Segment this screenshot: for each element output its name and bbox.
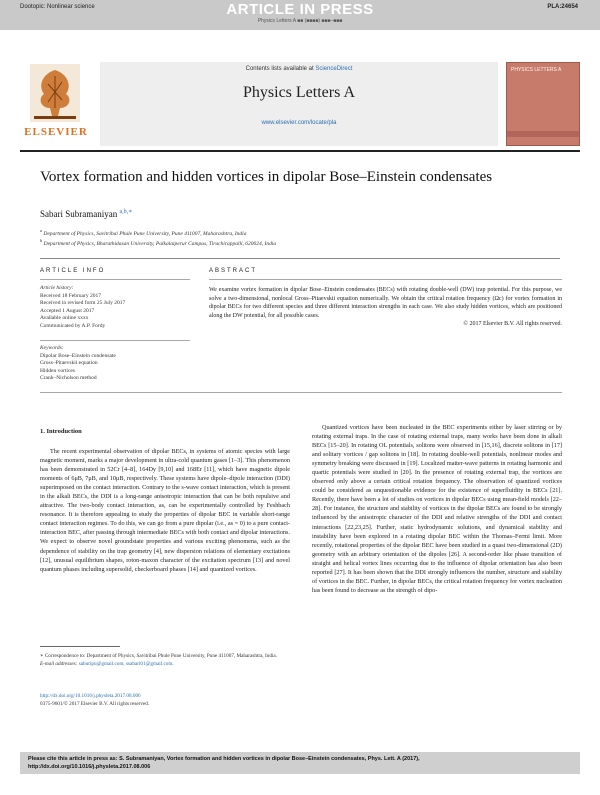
doi-block: [40, 692, 290, 708]
author-marks-link[interactable]: a,b,∗: [119, 209, 133, 215]
issn-line: 0375-9601/© 2017 Elsevier B.V. All rights reserved.: [40, 701, 150, 707]
journal-url-link[interactable]: www.elsevier.com/locate/pla: [261, 120, 337, 126]
article-info-rule: [40, 279, 190, 280]
affiliation-text: Department of Physics, Bharathidasan University, Palkalaiperur Campus, Tiruchirappalli, 620024, India: [43, 240, 277, 247]
history-item: Received 18 February 2017: [40, 292, 101, 299]
abstract-text: We examine vortex formation in dipolar Bose–Einstein condensates (BECs) with rotating double-well (DW) trap potential. For this purpose, we solve a two-dimensional, nonlocal Gross–Pitaevskii equation numerically. We obtain the critical rotation frequency (Ωc) for vortex formation in dipolar BECs for two different species and three different interaction strengths in each case. We also study hidden vortices, which are positioned along the DW potential, for all possible cases.: [209, 287, 562, 319]
affiliation-a: [40, 228, 246, 237]
cite-this-article-bar: [20, 752, 580, 774]
article-info-heading: ARTICLE INFO: [40, 268, 106, 274]
intro-paragraph: The recent experimental observation of dipolar BECs, in systems of atomic species with large magnetic moment, marks a major development in ultra-cold quantum gases [1–3]. This phenomenon has been demonstrated in 52Cr [4–8], 164Dy [9,10] and 168Er [11], which have magnetic dipole moments of 6μB, 7μB, and 10μB, respectively. These systems have dipole–dipole interaction (DDI) superimposed on the contact interaction. Contrary to the s-wave contact interaction, which is present in the alkali BECs, the DDI is a long-range anisotropic interaction that can be both repulsive and attractive. The two-body contact interaction, as, can be experimentally controlled by Feshbach resonance. It is therefore appealing to study the properties of dipolar BEC in variable short-range contact interaction regimes. To do this, we can go from a pure dipolar (i.e., as = 0) to a pure contact-interaction BEC, after passing through intermediate BECs with both contact and dipolar interactions. We expect to observe novel groundstate properties and various exciting phenomena, such as the dependence of stability on the trap geometry [4], new dispersion relations of elementary excitations [12], unusual equilibrium shapes, roton-maxon character of the excitation spectrum [13] and novel quantum phases including supersolid, checkerboard phases [14] and quantized vortices.: [40, 448, 290, 573]
journal-name: Physics Letters A: [243, 84, 355, 101]
keywords: [40, 345, 116, 383]
topic-label: Dootopic: Nonlinear science: [20, 4, 95, 10]
history-item: Communicated by A.P. Fordy: [40, 322, 106, 329]
history-item: Available online xxxx: [40, 315, 89, 322]
cover-title: PHYSICS LETTERS A: [511, 67, 562, 73]
cover-band: [507, 131, 579, 137]
history-heading: Article history:: [40, 285, 74, 291]
elsevier-logo: [20, 62, 92, 144]
journal-cover: [506, 62, 580, 146]
abstract-rule: [209, 279, 562, 280]
elsevier-wordmark: ELSEVIER: [24, 126, 88, 138]
running-citation: Physics Letters A ■■ (■■■■) ■■■–■■■: [257, 18, 343, 24]
article-in-press-title: ARTICLE IN PRESS: [226, 1, 374, 18]
contents-prefix: Contents lists available at: [245, 66, 316, 72]
email-link[interactable]: saburipu@gmail.com, ssabari01@gmail.com.: [78, 661, 174, 667]
abstract-copyright: © 2017 Elsevier B.V. All rights reserved.: [463, 321, 562, 328]
keyword-item: Crank–Nicholson method: [40, 375, 97, 382]
intro-paragraph: Quantized vortices have been nucleated in the BEC experiments either by laser stirring or by rotating external traps. In the case of rotating external traps, many works have been done in alkali BECs [15–20]. In rotating OL potentials, solitons were observed in [15,16], discrete solitons in [17] and solitary vortices / gap solitons in [18]. In rotating double-well potentials, nonlinear modes and symmetry breaking were discussed in [19]. Localized matter-wave patterns in rotating harmonic and quartic potentials were studied in [20]. In the presence of rotating external trap, the vortices are observed only above a certain critical rotation frequency. The observation of quantized vortices could be considered as unquestionable evidence for the existence of superfluidity in BECs [21]. Recently, there have been a lot of studies on vortices in dipolar BECs using mean-field models [22–28]. For instance, the structure and stability of vortices in the dipolar BECs are found to be strongly influenced by the anisotropic character of the DDI and relative strengths of the DDI and contact interactions [22,23,25]. Further, static hydrodynamic solutions, and dynamical stability and instability have been explored in a rotating dipolar BEC within the Thomas–Fermi limit. More recently, rotational properties of the dipolar BEC have been studied in a quasi two-dimensional (2D) geometry with an arbitrary orientation of the dipoles [26]. A second-order like phase transition of straight and helical vortex lines occurring due to the influence of dipolar orientation has also been reported [27]. It has been shown that the DDI strongly influences the number, structure and stability of vortices in the BEC. Further, in dipolar BECs, the critical rotation frequency for vortex nucleation has been found to decrease as the strength of dipo-: [312, 424, 562, 594]
affiliation-text: Department of Physics, Savitribai Phule Pune University, Pune 411007, Maharashtra, India: [43, 230, 247, 237]
email-line: [40, 660, 290, 668]
affiliation-mark: a: [40, 228, 42, 233]
history-item: Accepted 1 August 2017: [40, 307, 95, 314]
doi-link[interactable]: http://dx.doi.org/10.1016/j.physleta.2017.08.006: [40, 693, 141, 699]
footnote-rule: [40, 646, 120, 647]
abstract-bottom-rule: [40, 392, 562, 393]
affiliation-b: [40, 238, 276, 247]
author-name: Sabari Subramaniyan: [40, 209, 118, 219]
affiliation-mark: b: [40, 238, 43, 243]
abstract-body: [209, 286, 562, 329]
keyword-item: Hidden vortices: [40, 367, 75, 374]
article-id: PLA:24654: [547, 4, 578, 10]
cite-doi-link[interactable]: http://dx.doi.org/10.1016/j.physleta.2017.08.006: [28, 764, 151, 770]
journal-header: [20, 62, 582, 146]
article-title: Vortex formation and hidden vortices in dipolar Bose–Einstein condensates: [40, 169, 493, 185]
keyword-item: Gross–Pitaevskii equation: [40, 360, 98, 367]
intro-right-column: [312, 423, 562, 595]
email-label: E-mail addresses:: [40, 661, 79, 667]
correspondence-text: ∗ Correspondence to: Department of Physics, Savitribai Phule Pune University, Pune 411007, Maharashtra, India.: [40, 653, 277, 659]
sciencedirect-link[interactable]: ScienceDirect: [315, 66, 353, 72]
intro-left-column: [40, 447, 290, 574]
article-in-press-banner: [0, 0, 600, 30]
cite-line: Please cite this article in press as: S. Subramaniyan, Vortex formation and hidden vortices in dipolar Bose–Einstein condensates, Phys. Lett. A (2017),: [28, 756, 420, 762]
journal-masthead: [100, 62, 498, 146]
keyword-item: Dipolar Bose–Einstein condensate: [40, 352, 116, 359]
keywords-heading: Keywords:: [40, 345, 64, 351]
article-history: [40, 285, 125, 331]
header-divider: [20, 150, 580, 152]
correspondence-footnote: [40, 652, 290, 668]
author-line: [40, 208, 132, 219]
abstract-heading: ABSTRACT: [209, 268, 258, 274]
section-heading-introduction: 1. Introduction: [40, 428, 82, 435]
contents-available: [100, 66, 498, 72]
elsevier-tree-icon: [30, 64, 80, 122]
title-divider: [40, 258, 560, 259]
keywords-rule: [40, 340, 190, 341]
history-item: Received in revised form 25 July 2017: [40, 300, 126, 307]
